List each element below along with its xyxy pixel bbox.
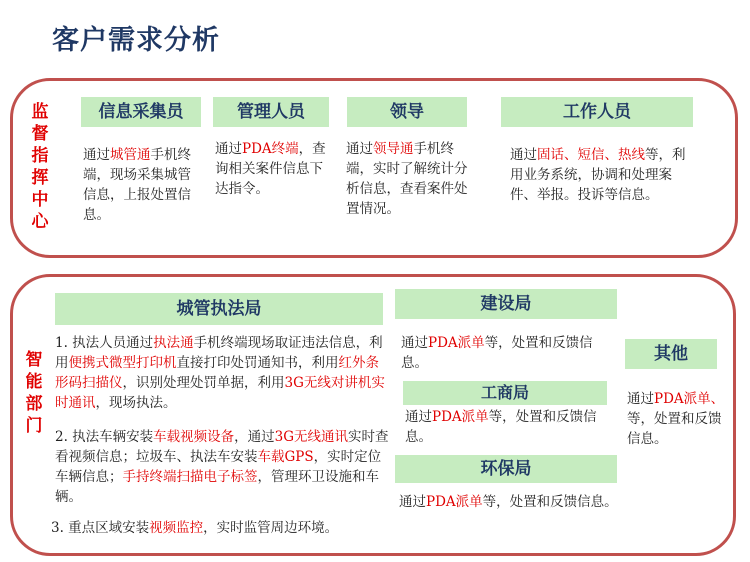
body-text: 等，处置和反馈信息。 (627, 411, 722, 447)
role-desc-staff (510, 145, 688, 205)
highlight-text: 固话、短信、热线 (537, 147, 645, 163)
highlight-text: 城管通 (110, 147, 151, 163)
enforcement-item-2 (55, 427, 391, 507)
dept-desc-others (627, 389, 727, 449)
body-text: 等，处置和反馈信息。 (482, 494, 618, 510)
body-text: 3. 重点区域安装 (51, 520, 150, 536)
body-text: 手机终端，现场采集城管信息，上报处置信息。 (83, 147, 191, 223)
body-text: ，实时监管周边环境。 (203, 520, 339, 536)
panel-label: 智能部门 (25, 350, 43, 436)
body-text: 手机终端，实时了解统计分析信息，查看案件处置情况。 (346, 141, 468, 217)
highlight-text: 视频监控 (149, 520, 204, 536)
highlight-text: 手持终端扫描电子标签 (122, 469, 258, 485)
body-text: 等，处置和反馈信息。 (401, 335, 593, 371)
page-title: 客户需求分析 (52, 25, 220, 56)
supervision-command-center-panel (10, 78, 738, 258)
body-text: ，通过 (234, 429, 275, 445)
highlight-text: PDA派单 (428, 335, 485, 351)
highlight-text: 领导通 (373, 141, 414, 157)
highlight-text: 红外条形码扫描仪 (55, 355, 379, 391)
body-text: 2. 执法车辆安装 (55, 429, 154, 445)
role-header-leaders: 领导 (347, 97, 467, 127)
body-text: ，查询相关案件信息下达指令。 (215, 141, 326, 197)
smart-departments-panel (10, 274, 736, 556)
highlight-text: PDA派单 (432, 409, 489, 425)
highlight-text: 3G无线对讲机实时通讯 (55, 375, 385, 411)
dept-header-others: 其他 (625, 339, 717, 369)
body-text: 1. 执法人员通过 (55, 335, 154, 351)
body-text: 直接打印处罚通知书，利用 (176, 355, 339, 371)
role-desc-managers (215, 139, 333, 199)
dept-desc-commerce (405, 407, 615, 447)
role-desc-info-collector (83, 145, 201, 225)
body-text: 等，利用业务系统，协调和处理案件、举报。投诉等信息。 (510, 147, 686, 203)
highlight-text: 便携式微型打印机 (68, 355, 177, 371)
panel-label: 监督指挥中心 (31, 102, 49, 232)
body-text: 通过 (83, 147, 110, 163)
highlight-text: PDA派单、 (654, 391, 725, 407)
highlight-text: 车载视频设备 (153, 429, 235, 445)
body-text: 实时查看视频信息；垃圾车、执法车安装 (55, 429, 389, 465)
dept-header-urban-enforcement: 城管执法局 (55, 293, 383, 325)
body-text: 通过 (401, 335, 428, 351)
body-text: 通过 (405, 409, 432, 425)
dept-desc-environment (399, 492, 621, 512)
dept-desc-construction (401, 333, 615, 373)
role-header-info-collector: 信息采集员 (81, 97, 201, 127)
body-text: 手机终端现场取证违法信息，利用 (55, 335, 383, 371)
body-text: 通过 (627, 391, 654, 407)
dept-header-construction: 建设局 (395, 289, 617, 319)
body-text: 通过 (215, 141, 242, 157)
highlight-text: 车载GPS (257, 449, 314, 465)
body-text: 通过 (510, 147, 537, 163)
role-desc-leaders (346, 139, 474, 219)
dept-header-environment: 环保局 (395, 455, 617, 483)
highlight-text: PDA派单 (426, 494, 483, 510)
highlight-text: PDA终端 (242, 141, 299, 157)
highlight-text: 执法通 (153, 335, 194, 351)
body-text: ，现场执法。 (95, 395, 177, 411)
body-text: ，实时定位车辆信息； (55, 449, 382, 485)
body-text: ，管理环卫设施和车辆。 (55, 469, 379, 505)
highlight-text: 3G无线通讯 (274, 429, 349, 445)
enforcement-item-3 (51, 518, 401, 538)
body-text: 通过 (346, 141, 373, 157)
role-header-managers: 管理人员 (213, 97, 329, 127)
body-text: 通过 (399, 494, 426, 510)
enforcement-item-1 (55, 333, 391, 413)
body-text: ，识别处理处罚单据，利用 (122, 375, 285, 391)
dept-header-commerce: 工商局 (403, 381, 607, 405)
role-header-staff: 工作人员 (501, 97, 693, 127)
body-text: 等，处置和反馈信息。 (405, 409, 597, 445)
